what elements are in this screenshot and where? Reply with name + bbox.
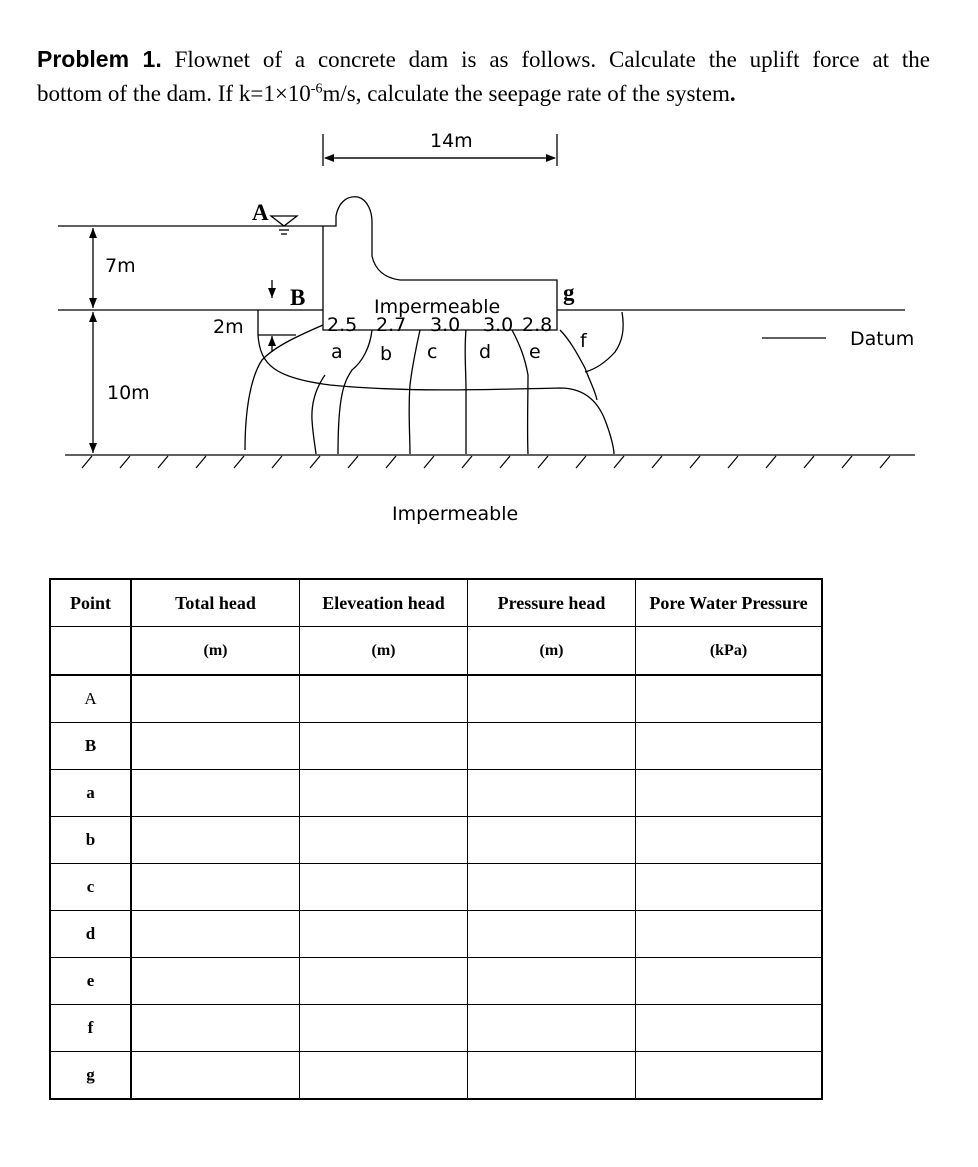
cell[interactable] [131, 723, 300, 770]
cell[interactable] [131, 817, 300, 864]
cell[interactable] [636, 911, 823, 958]
cell[interactable] [300, 817, 468, 864]
point-b-label: B [290, 285, 306, 310]
cell[interactable] [131, 911, 300, 958]
cell[interactable] [300, 675, 468, 723]
equip-7 [585, 312, 623, 372]
table-row [50, 958, 822, 1005]
equip-2 [338, 330, 372, 454]
header-pressure-head: Pressure head [468, 579, 636, 627]
table-row [50, 911, 822, 958]
equip-5 [512, 330, 528, 454]
cell[interactable] [131, 958, 300, 1005]
row-point: e [50, 958, 131, 1005]
row-point: A [50, 675, 131, 723]
upstream-depth-label: 7m [105, 255, 136, 277]
unit-total-head: (m) [131, 627, 300, 676]
row-point: a [50, 770, 131, 817]
cell[interactable] [636, 723, 823, 770]
header-elevation-head: Eleveation head [300, 579, 468, 627]
cell[interactable] [468, 1052, 636, 1100]
cell[interactable] [468, 1005, 636, 1052]
cell[interactable] [468, 770, 636, 817]
point-a-label: a [331, 341, 343, 363]
cell[interactable] [131, 1052, 300, 1100]
table-row [50, 770, 822, 817]
cell[interactable] [468, 864, 636, 911]
point-c-label: c [427, 341, 438, 363]
row-point: b [50, 817, 131, 864]
cell[interactable] [131, 1005, 300, 1052]
ground-hatching [82, 456, 890, 468]
cell[interactable] [300, 770, 468, 817]
spacing-3: 3.0 [430, 314, 461, 336]
spacing-5: 2.8 [522, 314, 553, 336]
soil-depth-label: 10m [107, 382, 150, 404]
unit-elevation-head: (m) [300, 627, 468, 676]
point-g-label: g [563, 280, 575, 305]
problem-text-2a: bottom of the dam. If k=1×10 [37, 80, 311, 106]
cell[interactable] [131, 864, 300, 911]
cell[interactable] [300, 1005, 468, 1052]
problem-statement [37, 45, 930, 108]
equip-6 [560, 330, 597, 400]
cell[interactable] [468, 675, 636, 723]
table-row [50, 1005, 822, 1052]
problem-exponent: -6 [310, 81, 323, 96]
problem-label: Problem 1. [37, 46, 162, 72]
row-point: d [50, 911, 131, 958]
table-units-row [50, 627, 822, 676]
cell[interactable] [636, 1005, 823, 1052]
cell[interactable] [131, 770, 300, 817]
problem-line-1 [37, 45, 930, 74]
cell[interactable] [300, 723, 468, 770]
dam-width-label: 14m [430, 130, 473, 152]
table-row [50, 1052, 822, 1100]
point-b-lower-label: b [380, 343, 393, 365]
cell[interactable] [636, 770, 823, 817]
cell[interactable] [468, 723, 636, 770]
cell[interactable] [468, 911, 636, 958]
table-row [50, 723, 822, 770]
table-row [50, 675, 822, 723]
point-e-label: e [529, 341, 541, 363]
spacing-2: 2.7 [376, 314, 407, 336]
cell[interactable] [300, 958, 468, 1005]
cell[interactable] [300, 864, 468, 911]
table-row [50, 864, 822, 911]
header-point: Point [50, 579, 131, 627]
spacing-4: 3.0 [483, 314, 514, 336]
unit-pore-pressure: (kPa) [636, 627, 823, 676]
equip-1 [312, 375, 325, 454]
cell[interactable] [468, 958, 636, 1005]
equip-4 [465, 330, 466, 454]
problem-text-1: Flownet of a concrete dam is as follows. Calculate the uplift force at the [174, 47, 931, 72]
cell[interactable] [636, 675, 823, 723]
water-level-icon [271, 216, 297, 226]
dam-base-label: Impermeable [374, 296, 501, 318]
problem-text-2b: m/s, calculate the seepage rate of the system [322, 80, 730, 106]
cell[interactable] [636, 958, 823, 1005]
unit-pressure-head: (m) [468, 627, 636, 676]
row-point: f [50, 1005, 131, 1052]
point-f-label: f [580, 330, 587, 352]
header-total-head: Total head [131, 579, 300, 627]
row-point: c [50, 864, 131, 911]
equip-3 [409, 330, 420, 454]
flownet-diagram [0, 120, 978, 540]
cell[interactable] [636, 864, 823, 911]
row-point: B [50, 723, 131, 770]
cell[interactable] [636, 1052, 823, 1100]
cell[interactable] [300, 911, 468, 958]
header-pore-pressure: Pore Water Pressure [636, 579, 823, 627]
datum-label: Datum [850, 328, 915, 350]
point-a-upper-label: A [252, 200, 269, 225]
bottom-impermeable-label: Impermeable [392, 503, 519, 525]
cell[interactable] [636, 817, 823, 864]
b-offset-label: 2m [213, 316, 244, 338]
row-point: g [50, 1052, 131, 1100]
point-d-label: d [479, 341, 492, 363]
problem-period: . [729, 80, 736, 106]
cell[interactable] [131, 675, 300, 723]
flow-line-1 [245, 325, 323, 450]
table-header-row [50, 579, 822, 627]
spacing-1: 2.5 [327, 314, 358, 336]
table-row [50, 817, 822, 864]
cell[interactable] [300, 1052, 468, 1100]
cell[interactable] [468, 817, 636, 864]
results-table [49, 578, 823, 1100]
unit-point [50, 627, 131, 676]
problem-line-2 [37, 81, 736, 106]
